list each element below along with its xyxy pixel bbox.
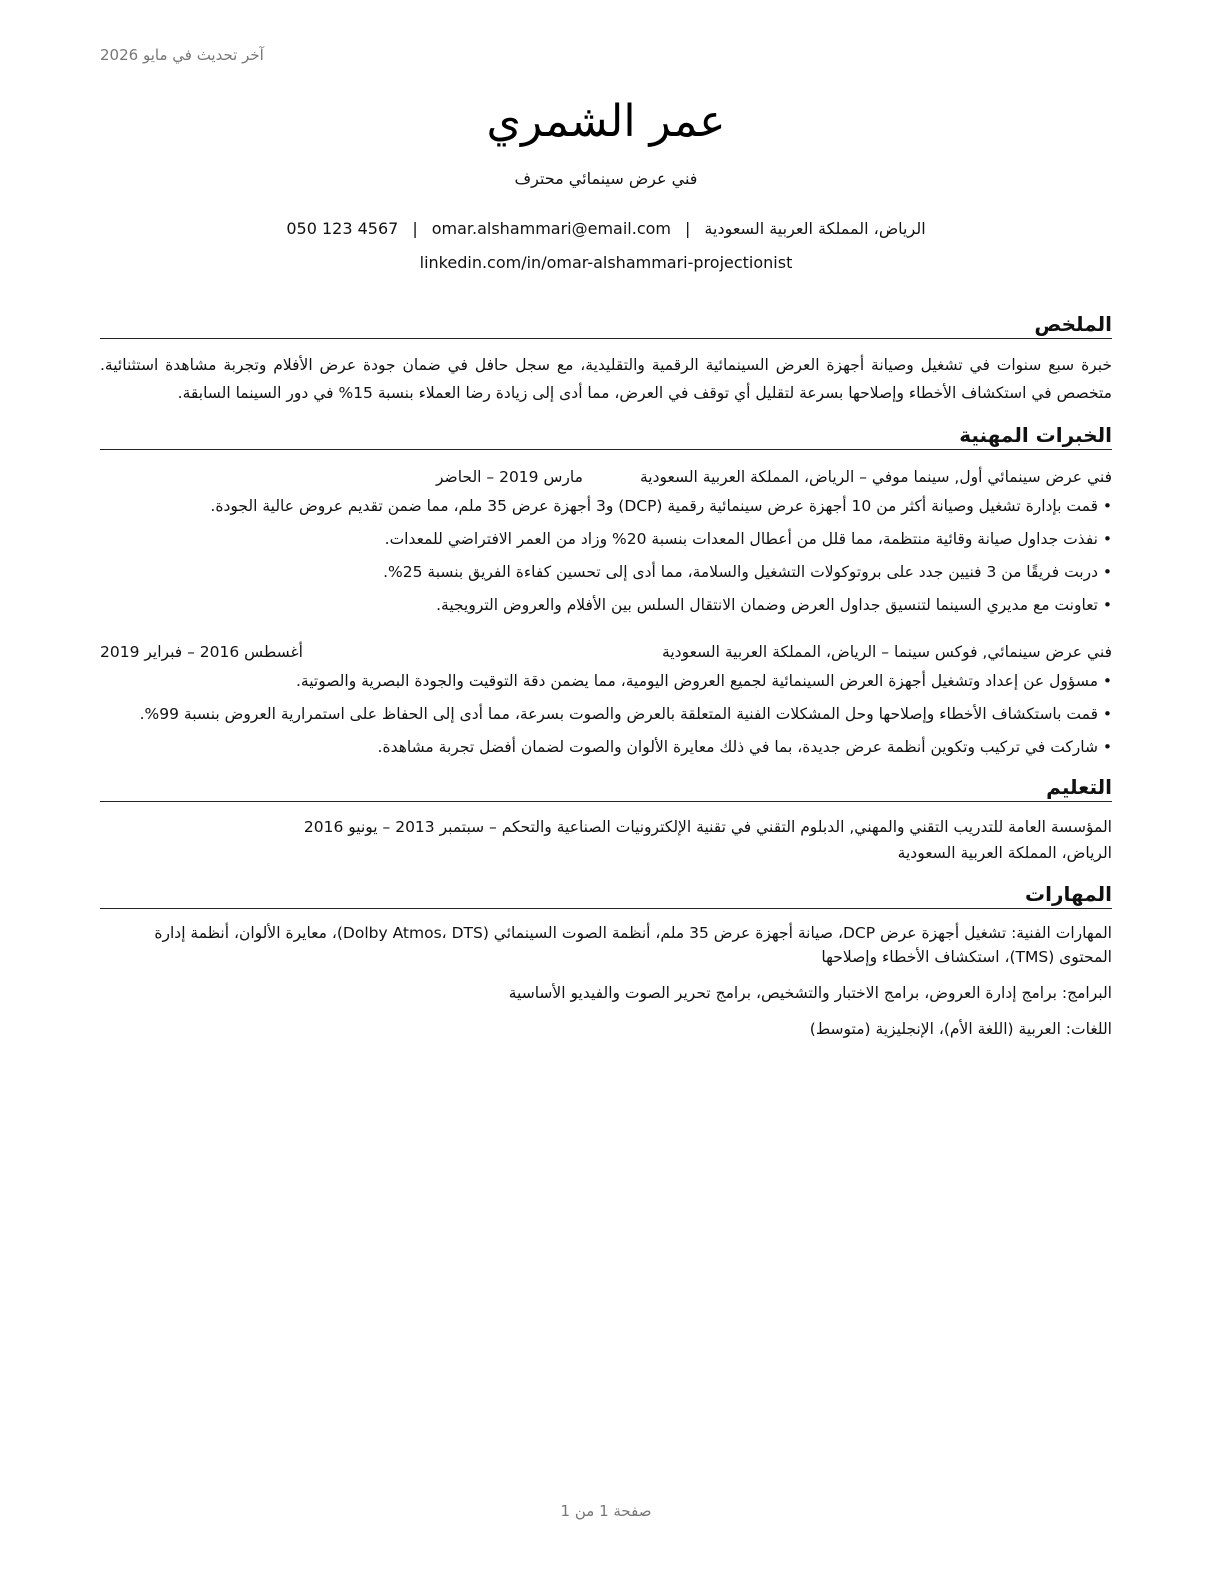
email: omar.alshammari@email.com: [431, 219, 672, 238]
job-entry: [100, 639, 1112, 759]
resume-page: [100, 0, 1112, 1584]
section-title: التعليم: [100, 773, 1112, 802]
summary-section: [100, 310, 1112, 407]
education-section: [100, 773, 1112, 866]
candidate-name: عمر الشمري: [486, 96, 726, 147]
job-dates: مارس 2019 – الحاضر: [436, 468, 583, 486]
contact-line: [100, 218, 1112, 240]
list-item: • نفذت جداول صيانة وقائية منتظمة، مما قلل من أعطال المعدات بنسبة 20% وزاد من العمر الافتراضي للمعدات.: [100, 527, 1112, 551]
education-line: المؤسسة العامة للتدريب التقني والمهني, الدبلوم التقني في تقنية الإلكترونيات الصناعية والتحكم – سبتمبر 2013 – يونيو 2016: [303, 818, 1112, 836]
job-dates: أغسطس 2016 – فبراير 2019: [100, 643, 303, 661]
education-location: الرياض، المملكة العربية السعودية: [897, 844, 1112, 862]
skills-section: [100, 880, 1112, 1041]
list-item: • شاركت في تركيب وتكوين أنظمة عرض جديدة، بما في ذلك معايرة الألوان والصوت لضمان أفضل تجربة مشاهدة.: [100, 735, 1112, 759]
linkedin-link[interactable]: linkedin.com/in/omar-alshammari-projectionist: [419, 253, 793, 272]
separator: |: [412, 219, 418, 238]
list-item: • دربت فريقًا من 3 فنيين جدد على بروتوكولات التشغيل والسلامة، مما أدى إلى تحسين كفاءة الفريق بنسبة 25%.: [100, 560, 1112, 584]
job-role: فني عرض سينمائي, فوكس سينما – الرياض، المملكة العربية السعودية: [662, 643, 1112, 661]
page-number: صفحة 1 من 1: [560, 1502, 652, 1520]
education-entry: [100, 814, 1112, 866]
list-item: • قمت باستكشاف الأخطاء وإصلاحها وحل المشكلات الفنية المتعلقة بالعرض والصوت بسرعة، مما أدى إلى الحفاظ على استمرارية العروض بنسبة 99%.: [100, 702, 1112, 726]
skills-languages: اللغات: العربية (اللغة الأم)، الإنجليزية (متوسط): [809, 1020, 1112, 1038]
experience-section: [100, 421, 1112, 759]
job-header: [100, 639, 1112, 665]
section-title: الخبرات المهنية: [100, 421, 1112, 450]
summary-text: خبرة سبع سنوات في تشغيل وصيانة أجهزة العرض السينمائية الرقمية والتقليدية، مع سجل حافل في ضمان جودة عرض الأفلام وتجربة مشاهدة استثنائية. متخصص في استكشاف الأخطاء وإصلاحها بسرعة لتقليل أي توقف في العرض، مما أدى إلى زيادة رضا العملاء بنسبة 15% في دور السينما السابقة.: [100, 356, 1112, 402]
separator: |: [685, 219, 691, 238]
skills-technical: المهارات الفنية: تشغيل أجهزة عرض DCP، صيانة أجهزة عرض 35 ملم، أنظمة الصوت السينمائي (Dolby Atmos، DTS)، معايرة الألوان، أنظمة إدارة المحتوى (TMS)، استكشاف الأخطاء وإصلاحها: [154, 924, 1112, 966]
skills-software: البرامج: برامج إدارة العروض، برامج الاختبار والتشخيص، برامج تحرير الصوت والفيديو الأساسية: [508, 984, 1112, 1002]
list-item: • تعاونت مع مديري السينما لتنسيق جداول العرض وضمان الانتقال السلس بين الأفلام والعروض الترويجية.: [100, 593, 1112, 617]
job-subtitle: فني عرض سينمائي محترف: [514, 169, 698, 188]
job-bullets: [100, 669, 1112, 759]
list-item: • قمت بإدارة تشغيل وصيانة أكثر من 10 أجهزة عرض سينمائية رقمية (DCP) و3 أجهزة عرض 35 ملم، مما ضمن تقديم عروض عالية الجودة.: [100, 494, 1112, 518]
last-updated: آخر تحديث في مايو 2026: [100, 46, 264, 64]
location: الرياض، المملكة العربية السعودية: [704, 219, 926, 238]
job-role: فني عرض سينمائي أول, سينما موفي – الرياض، المملكة العربية السعودية: [639, 468, 1112, 486]
section-title: الملخص: [100, 310, 1112, 339]
job-bullets: [100, 494, 1112, 617]
resume-content: [100, 310, 1112, 1051]
job-entry: [100, 464, 1112, 617]
section-title: المهارات: [100, 880, 1112, 909]
list-item: • مسؤول عن إعداد وتشغيل أجهزة العرض السينمائية لجميع العروض اليومية، مما يضمن دقة التوقيت والجودة البصرية والصوتية.: [100, 669, 1112, 693]
resume-header: [100, 92, 1112, 274]
job-header: [100, 464, 1112, 490]
phone: 050 123 4567: [286, 219, 399, 238]
